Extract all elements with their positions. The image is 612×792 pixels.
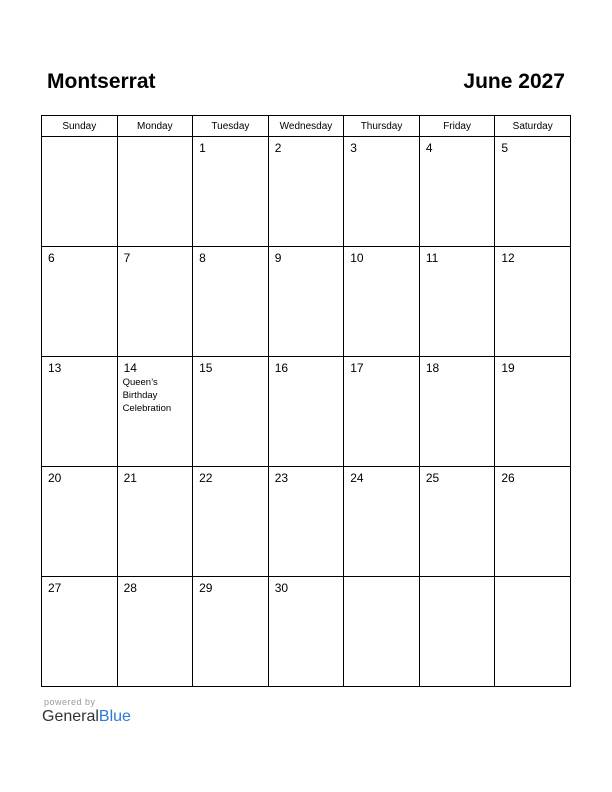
day-cell: [117, 577, 193, 687]
day-cell: [344, 357, 420, 467]
day-cell: [419, 577, 495, 687]
day-cell: [495, 577, 571, 687]
day-cell: [419, 357, 495, 467]
day-cell: [117, 137, 193, 247]
day-cell: [344, 577, 420, 687]
logo-general-text: General: [42, 708, 99, 725]
day-cell: [42, 467, 118, 577]
day-number: 22: [199, 471, 213, 485]
day-cell: [495, 357, 571, 467]
day-number: 23: [274, 471, 289, 485]
day-number: 24: [350, 471, 364, 485]
day-cell: [193, 577, 269, 687]
day-cell: [419, 467, 495, 577]
day-number: 19: [501, 361, 515, 375]
week-row: [42, 137, 571, 247]
day-cell: [42, 577, 118, 687]
day-cell: [419, 247, 495, 357]
day-number: 14: [123, 361, 137, 375]
day-number: 15: [199, 361, 213, 375]
day-number: 3: [350, 141, 357, 155]
day-cell: [344, 137, 420, 247]
weekday-header: Friday: [419, 116, 495, 137]
week-row: [42, 467, 571, 577]
day-number: 2: [274, 141, 282, 155]
day-cell: [344, 467, 420, 577]
week-row: [42, 247, 571, 357]
day-cell: [117, 467, 193, 577]
weekday-header: Sunday: [42, 116, 118, 137]
day-number: 1: [199, 141, 206, 155]
day-cell: [193, 137, 269, 247]
day-number: 8: [199, 251, 206, 265]
day-cell: [268, 577, 344, 687]
day-number: 16: [274, 361, 289, 375]
powered-by-label: powered by: [44, 697, 96, 707]
day-cell: [193, 247, 269, 357]
day-number: 10: [350, 251, 364, 265]
weekday-header: Tuesday: [193, 116, 269, 137]
generalblue-logo[interactable]: [42, 708, 131, 726]
day-cell: [268, 467, 344, 577]
day-number: 6: [48, 251, 55, 265]
day-number: 9: [274, 251, 282, 265]
logo-blue-text: Blue: [98, 708, 131, 725]
day-number: 4: [425, 141, 433, 155]
weekday-header: Wednesday: [268, 116, 344, 137]
calendar-grid: [41, 115, 571, 687]
day-number: 28: [123, 581, 137, 595]
day-number: 13: [48, 361, 62, 375]
month-year-title: June 2027: [463, 70, 565, 93]
day-cell: [419, 137, 495, 247]
day-cell: [42, 137, 118, 247]
day-cell: [42, 247, 118, 357]
day-number: 5: [501, 141, 509, 155]
day-number: 12: [501, 251, 515, 265]
week-row: [42, 577, 571, 687]
day-number: 30: [274, 581, 289, 595]
day-cell: [495, 247, 571, 357]
day-cell: [42, 357, 118, 467]
day-number: 27: [48, 581, 62, 595]
day-number: 11: [425, 251, 439, 265]
day-cell: [117, 357, 193, 467]
day-number: 26: [501, 471, 515, 485]
day-number: 18: [425, 361, 440, 375]
day-cell: [268, 357, 344, 467]
weekday-header-row: [42, 116, 571, 137]
day-cell: [344, 247, 420, 357]
day-number: 7: [123, 251, 131, 265]
day-cell: [268, 247, 344, 357]
day-cell: [495, 137, 571, 247]
day-number: 29: [199, 581, 213, 595]
day-number: 25: [425, 471, 440, 485]
weekday-header: Monday: [117, 116, 193, 137]
day-cell: [495, 467, 571, 577]
day-cell: [193, 357, 269, 467]
weekday-header: Thursday: [344, 116, 420, 137]
country-title: Montserrat: [47, 70, 156, 93]
day-cell: [268, 137, 344, 247]
weekday-header: Saturday: [495, 116, 571, 137]
day-cell: [117, 247, 193, 357]
day-number: 21: [123, 471, 137, 485]
holiday-label: Queen’s Birthday Celebration: [122, 377, 172, 414]
week-row: [42, 357, 571, 467]
day-number: 20: [48, 471, 62, 485]
day-number: 17: [350, 361, 364, 375]
day-cell: [193, 467, 269, 577]
